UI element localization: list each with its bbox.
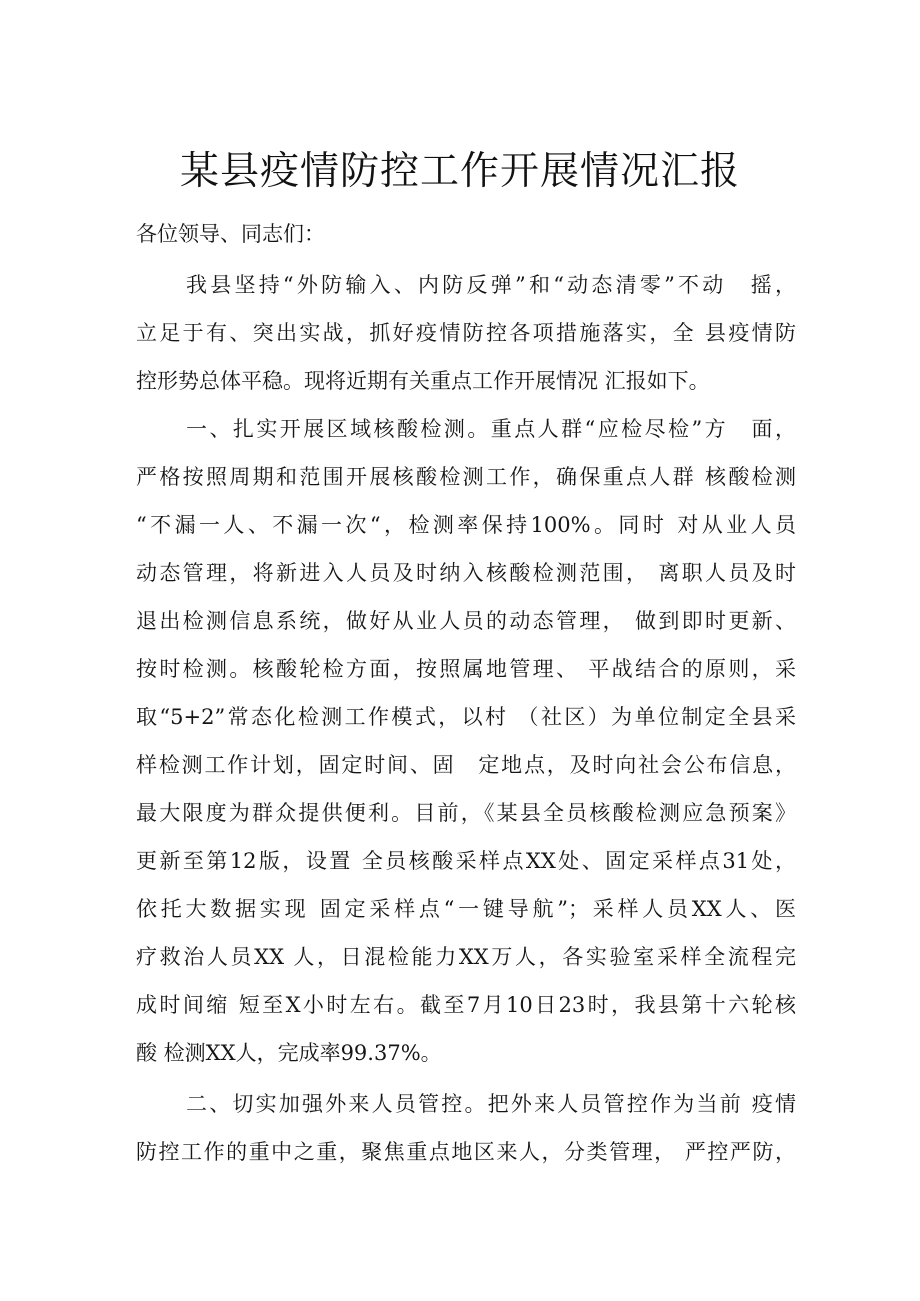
- paragraph-line: 依托大数据实现 固定采样点“一键导航”；采样人员XX人、医: [136, 897, 796, 921]
- paragraph-line: 立足于有、突出实战，抓好疫情防控各项措施落实，全 县疫情防: [136, 321, 796, 345]
- paragraph-line: “不漏一人、不漏一次“，检测率保持100%。同时 对从业人员: [136, 513, 796, 537]
- paragraph-line: 取“5+2”常态化检测工作模式，以村 （社区）为单位制定全县采: [136, 705, 796, 729]
- paragraph-line: 我县坚持“外防输入、内防反弹”和“动态清零”不动 摇，: [186, 273, 796, 297]
- document-title: 某县疫情防控工作开展情况汇报: [179, 149, 740, 194]
- paragraph-line: 严格按照周期和范围开展核酸检测工作，确保重点人群 核酸检测: [136, 465, 796, 489]
- paragraph-line: 二、切实加强外来人员管控。把外来人员管控作为当前 疫情: [186, 1092, 796, 1116]
- paragraph-line: 防控工作的重中之重，聚焦重点地区来人，分类管理， 严控严防，: [136, 1140, 796, 1164]
- paragraph-line: 按时检测。核酸轮检方面，按照属地管理、 平战结合的原则，采: [136, 657, 796, 681]
- paragraph-line: 更新至第12版，设置 全员核酸采样点XX处、固定采样点31处，: [136, 849, 796, 873]
- paragraph-line: 疗救治人员XX 人，日混检能力XX万人，各实验室采样全流程完: [136, 945, 796, 969]
- salutation-line: 各位领导、同志们：: [136, 222, 325, 246]
- paragraph-line: 退出检测信息系统，做好从业人员的动态管理， 做到即时更新、: [136, 609, 796, 633]
- paragraph-line: 酸 检测XX人，完成率99.37%。: [136, 1041, 442, 1065]
- paragraph-line: 最大限度为群众提供便利。目前，《某县全员核酸检测应急预案》: [136, 801, 796, 825]
- paragraph-line: 动态管理，将新进入人员及时纳入核酸检测范围， 离职人员及时: [136, 561, 796, 585]
- paragraph-line: 成时间缩 短至X小时左右。截至7月10日23时，我县第十六轮核: [136, 993, 796, 1017]
- paragraph-line: 样检测工作计划，固定时间、固 定地点，及时向社会公布信息，: [136, 753, 796, 777]
- paragraph-line: 控形势总体平稳。现将近期有关重点工作开展情况 汇报如下。: [136, 369, 710, 393]
- paragraph-line: 一、扎实开展区域核酸检测。重点人群“应检尽检”方 面，: [186, 417, 796, 441]
